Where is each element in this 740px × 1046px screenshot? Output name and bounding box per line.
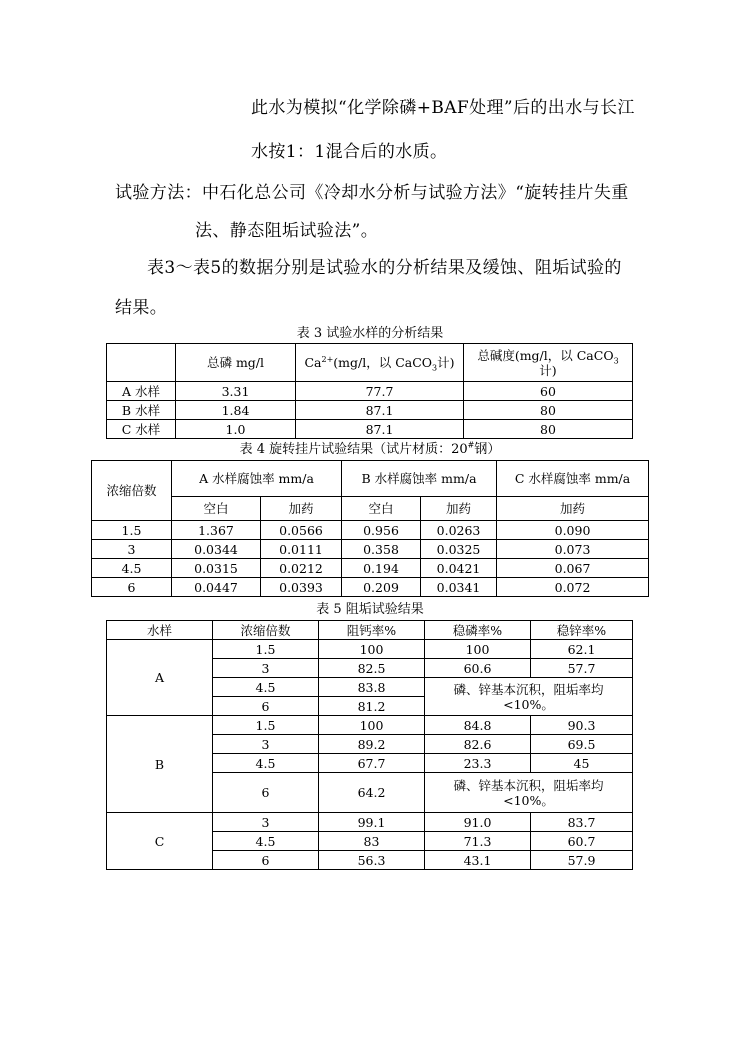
table4-caption: 表 4 旋转挂片试验结果（试片材质：20#钢）: [239, 440, 501, 457]
table4-cell: 0.072: [497, 578, 649, 597]
table4-cell: 0.0393: [261, 578, 342, 597]
table5-cell: 1.5: [213, 640, 319, 659]
table-row: [107, 716, 633, 735]
table4-cell: 0.0212: [261, 559, 342, 578]
table3-cell: 1.0: [176, 420, 296, 439]
table4-cell: 0.956: [342, 521, 421, 540]
table5-cell: 82.6: [425, 735, 531, 754]
table4: [91, 460, 649, 597]
table5-cell: 3: [213, 659, 319, 678]
table-row: [107, 813, 633, 832]
table5-cell: 60.6: [425, 659, 531, 678]
table4-header-a: A 水样腐蚀率 mm/a: [172, 461, 342, 497]
table5-cell: 56.3: [319, 851, 425, 870]
table4-cell: 0.194: [342, 559, 421, 578]
table3-cell: 87.1: [296, 401, 464, 420]
table4-header-conc: 浓缩倍数: [92, 461, 172, 521]
table3-cell: 87.1: [296, 420, 464, 439]
table4-cell: 0.067: [497, 559, 649, 578]
table-row: [107, 420, 633, 439]
table3-caption: 表 3 试验水样的分析结果: [296, 326, 444, 341]
table5-note-a: 磷、锌基本沉积，阻垢率均<10%。: [425, 678, 633, 716]
table5-cell: 71.3: [425, 832, 531, 851]
table3-cell: A 水样: [107, 382, 176, 401]
table-row: [107, 401, 633, 420]
table4-cell: 0.0325: [421, 540, 497, 559]
table4-cell: 3: [92, 540, 172, 559]
table3-cell: 80: [464, 401, 633, 420]
table5-cell: 6: [213, 773, 319, 813]
table5-cell: 67.7: [319, 754, 425, 773]
table5-group-c: C: [107, 813, 213, 870]
paragraph-line: 结果。: [115, 298, 168, 318]
table5-cell: 69.5: [531, 735, 633, 754]
table4-cell: 0.0341: [421, 578, 497, 597]
table4-header-dose: 加药: [261, 497, 342, 521]
table5-cell: 83.8: [319, 678, 425, 697]
table3-cell: 77.7: [296, 382, 464, 401]
table5-cell: 91.0: [425, 813, 531, 832]
paragraph-line: 此水为模拟“化学除磷+BAF处理”后的出水与长江: [251, 98, 635, 118]
table5-cell: 4.5: [213, 832, 319, 851]
table4-cell: 0.0447: [172, 578, 261, 597]
table5-cell: 89.2: [319, 735, 425, 754]
table4-cell: 0.209: [342, 578, 421, 597]
table5-note-b: 磷、锌基本沉积，阻垢率均<10%。: [425, 773, 633, 813]
table5-cell: 57.9: [531, 851, 633, 870]
table5-cell: 43.1: [425, 851, 531, 870]
table4-header-dose: 加药: [497, 497, 649, 521]
table5-cell: 4.5: [213, 678, 319, 697]
table5-cell: 100: [319, 716, 425, 735]
table5-cell: 1.5: [213, 716, 319, 735]
table4-cell: 0.0344: [172, 540, 261, 559]
table4-cell: 0.0566: [261, 521, 342, 540]
table5-header-p: 稳磷率%: [425, 621, 531, 640]
table4-header-dose: 加药: [421, 497, 497, 521]
paragraph-line: 法、静态阻垢试验法”。: [195, 221, 379, 241]
table5-cell: 6: [213, 697, 319, 716]
table-row: [92, 540, 649, 559]
table3-cell: 80: [464, 420, 633, 439]
table4-header-blank: 空白: [172, 497, 261, 521]
table3-cell: B 水样: [107, 401, 176, 420]
table5-cell: 62.1: [531, 640, 633, 659]
table5-cell: 100: [319, 640, 425, 659]
table5-group-b: B: [107, 716, 213, 813]
table5-cell: 83.7: [531, 813, 633, 832]
table3-header-empty: [107, 344, 176, 382]
table5-cell: 60.7: [531, 832, 633, 851]
table3-cell: 1.84: [176, 401, 296, 420]
table5-cell: 99.1: [319, 813, 425, 832]
table5-cell: 3: [213, 813, 319, 832]
table4-cell: 6: [92, 578, 172, 597]
table5-cell: 64.2: [319, 773, 425, 813]
table3-cell: 3.31: [176, 382, 296, 401]
table5-cell: 4.5: [213, 754, 319, 773]
table4-cell: 0.090: [497, 521, 649, 540]
table4-cell: 0.0263: [421, 521, 497, 540]
table3-cell: C 水样: [107, 420, 176, 439]
table5-cell: 82.5: [319, 659, 425, 678]
table-row: [107, 640, 633, 659]
paragraph-line: 水按1：1混合后的水质。: [251, 142, 448, 162]
table-row: [92, 559, 649, 578]
table4-header-b: B 水样腐蚀率 mm/a: [342, 461, 497, 497]
table4-cell: 0.0111: [261, 540, 342, 559]
table5-cell: 83: [319, 832, 425, 851]
table5: [106, 620, 633, 870]
paragraph-line: 表3～表5的数据分别是试验水的分析结果及缓蚀、阻垢试验的: [147, 258, 622, 278]
table5-header-conc: 浓缩倍数: [213, 621, 319, 640]
table4-header-c: C 水样腐蚀率 mm/a: [497, 461, 649, 497]
table-row: [107, 382, 633, 401]
table4-cell: 1.367: [172, 521, 261, 540]
table4-cell: 0.0421: [421, 559, 497, 578]
table4-cell: 0.073: [497, 540, 649, 559]
table-row: [92, 578, 649, 597]
table5-cell: 81.2: [319, 697, 425, 716]
table-row: [92, 521, 649, 540]
table5-cell: 23.3: [425, 754, 531, 773]
table5-header-zn: 稳锌率%: [531, 621, 633, 640]
table5-cell: 100: [425, 640, 531, 659]
table3-header-tp: 总磷 mg/l: [176, 344, 296, 382]
table5-cell: 3: [213, 735, 319, 754]
table4-cell: 4.5: [92, 559, 172, 578]
paragraph-line: 试验方法：中石化总公司《冷却水分析与试验方法》“旋转挂片失重: [115, 183, 629, 203]
table3-header-alk: 总碱度(mg/l，以 CaCO$_3$ 计): [464, 344, 633, 382]
table3-cell: 60: [464, 382, 633, 401]
table5-cell: 84.8: [425, 716, 531, 735]
table3: [106, 343, 633, 439]
table5-caption: 表 5 阻垢试验结果: [316, 602, 424, 617]
table4-header-blank: 空白: [342, 497, 421, 521]
table4-cell: 0.358: [342, 540, 421, 559]
table5-group-a: A: [107, 640, 213, 716]
table5-cell: 6: [213, 851, 319, 870]
table3-header-ca: $Ca^{2+}(mg/l$，以 CaCO$_3$计): [296, 344, 464, 382]
table5-cell: 45: [531, 754, 633, 773]
table5-header-ca: 阻钙率%: [319, 621, 425, 640]
table4-cell: 1.5: [92, 521, 172, 540]
table5-cell: 57.7: [531, 659, 633, 678]
table4-cell: 0.0315: [172, 559, 261, 578]
table5-header-sample: 水样: [107, 621, 213, 640]
table5-cell: 90.3: [531, 716, 633, 735]
